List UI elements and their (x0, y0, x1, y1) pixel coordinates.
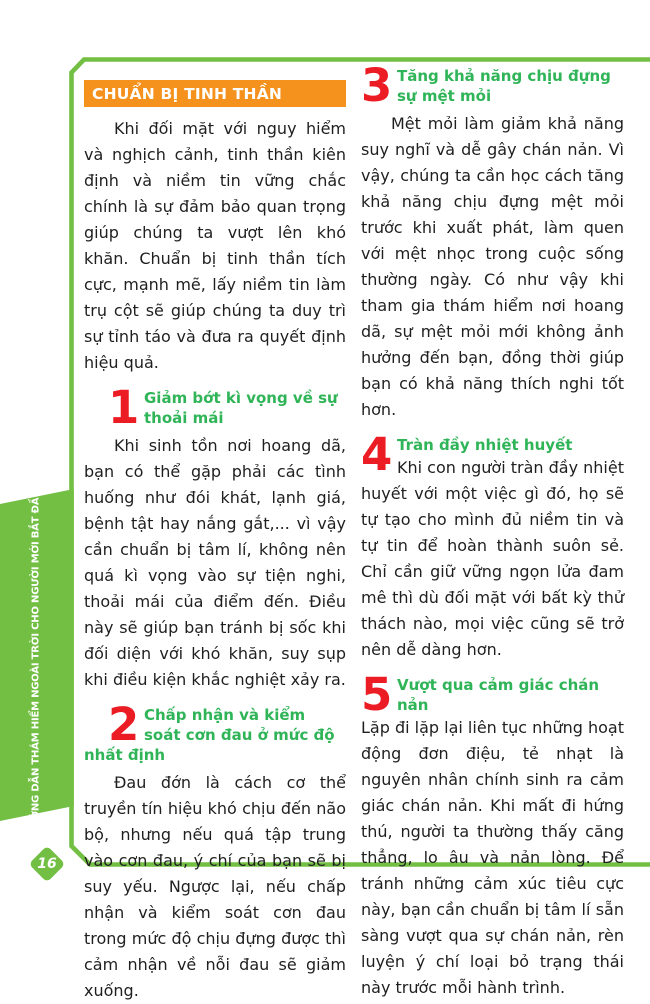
section-2 (84, 705, 346, 1004)
right-column (361, 66, 624, 1001)
chapter-header-label: CHUẨN BỊ TINH THẦN (92, 85, 282, 103)
section-3-title: Tăng khả năng chịu đựng sự mệt mỏi (361, 66, 624, 106)
page-number: 16 (33, 851, 61, 877)
section-3 (361, 66, 624, 423)
section-5-number: 5 (361, 675, 389, 715)
chapter-header (84, 80, 346, 107)
left-column (84, 80, 346, 1004)
section-4-body: Khi con người tràn đầy nhiệt huyết với một việc gì đó, họ sẽ tự tạo cho mình đủ niềm tin và tự tin để hoàn thành suôn sẻ. Chỉ cần giữ vững ngọn lửa đam mê thì dù đối mặt với bất kỳ thử thách nào, mọi việc cũng sẽ trở nên dễ dàng hơn. (361, 455, 624, 663)
section-1-title: Giảm bớt kì vọng về sự thoải mái (84, 388, 346, 428)
section-3-body: Mệt mỏi làm giảm khả năng suy nghĩ và dễ gây chán nản. Vì vậy, chúng ta cần học cách tăng khả năng chịu đựng mệt mỏi trước khi xuất phát, làm quen với mệt nhọc trong cuộc sống thường ngày. Có như vậy khi tham gia thám hiểm nơi hoang dã, sự mệt mỏi mới không ảnh hưởng đến bạn, đồng thời giúp bạn có khả năng thích nghi tốt hơn. (361, 111, 624, 423)
section-3-number: 3 (361, 66, 389, 106)
section-2-body: Đau đớn là cách cơ thể truyền tín hiệu khó chịu đến não bộ, nhưng nếu quá tập trung vào cơn đau, ý chí của bạn sẽ bị suy yếu. Ngược lại, nếu chấp nhận và kiểm soát cơn đau trong mức độ chịu đựng được thì cảm nhận về nỗi đau sẽ giảm xuống. (84, 770, 346, 1004)
section-1-number: 1 (108, 388, 136, 428)
section-4 (361, 435, 624, 663)
intro-paragraph: Khi đối mặt với nguy hiểm và nghịch cảnh, tinh thần kiên định và niềm tin vững chắc chính là sự đảm bảo quan trọng giúp chúng ta vượt lên khó khăn. Chuẩn bị tinh thần tích cực, mạnh mẽ, lấy niềm tin làm trụ cột sẽ giúp chúng ta duy trì sự tỉnh táo và đưa ra quyết định hiệu quả. (84, 116, 346, 376)
section-5-title: Vượt qua cảm giác chán nản (361, 675, 624, 715)
section-2-title: Chấp nhận và kiểm soát cơn đau ở mức độ nhất định (84, 705, 346, 765)
section-1-body: Khi sinh tồn nơi hoang dã, bạn có thể gặp phải các tình huống như đói khát, lạnh giá, bệnh tật hay nắng gắt,... vì vậy cần chuẩn bị tâm lí, không nên quá kì vọng vào sự tiện nghi, thoải mái của điểm đến. Điều này sẽ giúp bạn tránh bị sốc khi đối diện với khó khăn, suy sụp khi điều kiện khắc nghiệt xảy ra. (84, 433, 346, 693)
section-1 (84, 388, 346, 693)
section-4-number: 4 (361, 435, 389, 475)
section-5 (361, 675, 624, 1001)
section-4-title: Tràn đầy nhiệt huyết (361, 435, 624, 455)
section-2-number: 2 (108, 705, 136, 745)
section-5-body: Lặp đi lặp lại liên tục những hoạt động đơn điệu, tẻ nhạt là nguyên nhân chính sinh ra cảm giác chán nản. Khi mất đi hứng thú, người ta thường thấy căng thẳng, lo âu và nản lòng. Để tránh những cảm xúc tiêu cực này, bạn cần chuẩn bị tâm lí sẵn sàng vượt qua sự chán nản, rèn luyện ý chí loại bỏ trạng thái này trước mỗi hành trình. (361, 715, 624, 1001)
sidebar-vertical-title: HƯỚNG DẪN THÁM HIỂM NGOÀI TRỜI CHO NGƯỜI MỚI BẮT ĐẦU (14, 504, 58, 822)
